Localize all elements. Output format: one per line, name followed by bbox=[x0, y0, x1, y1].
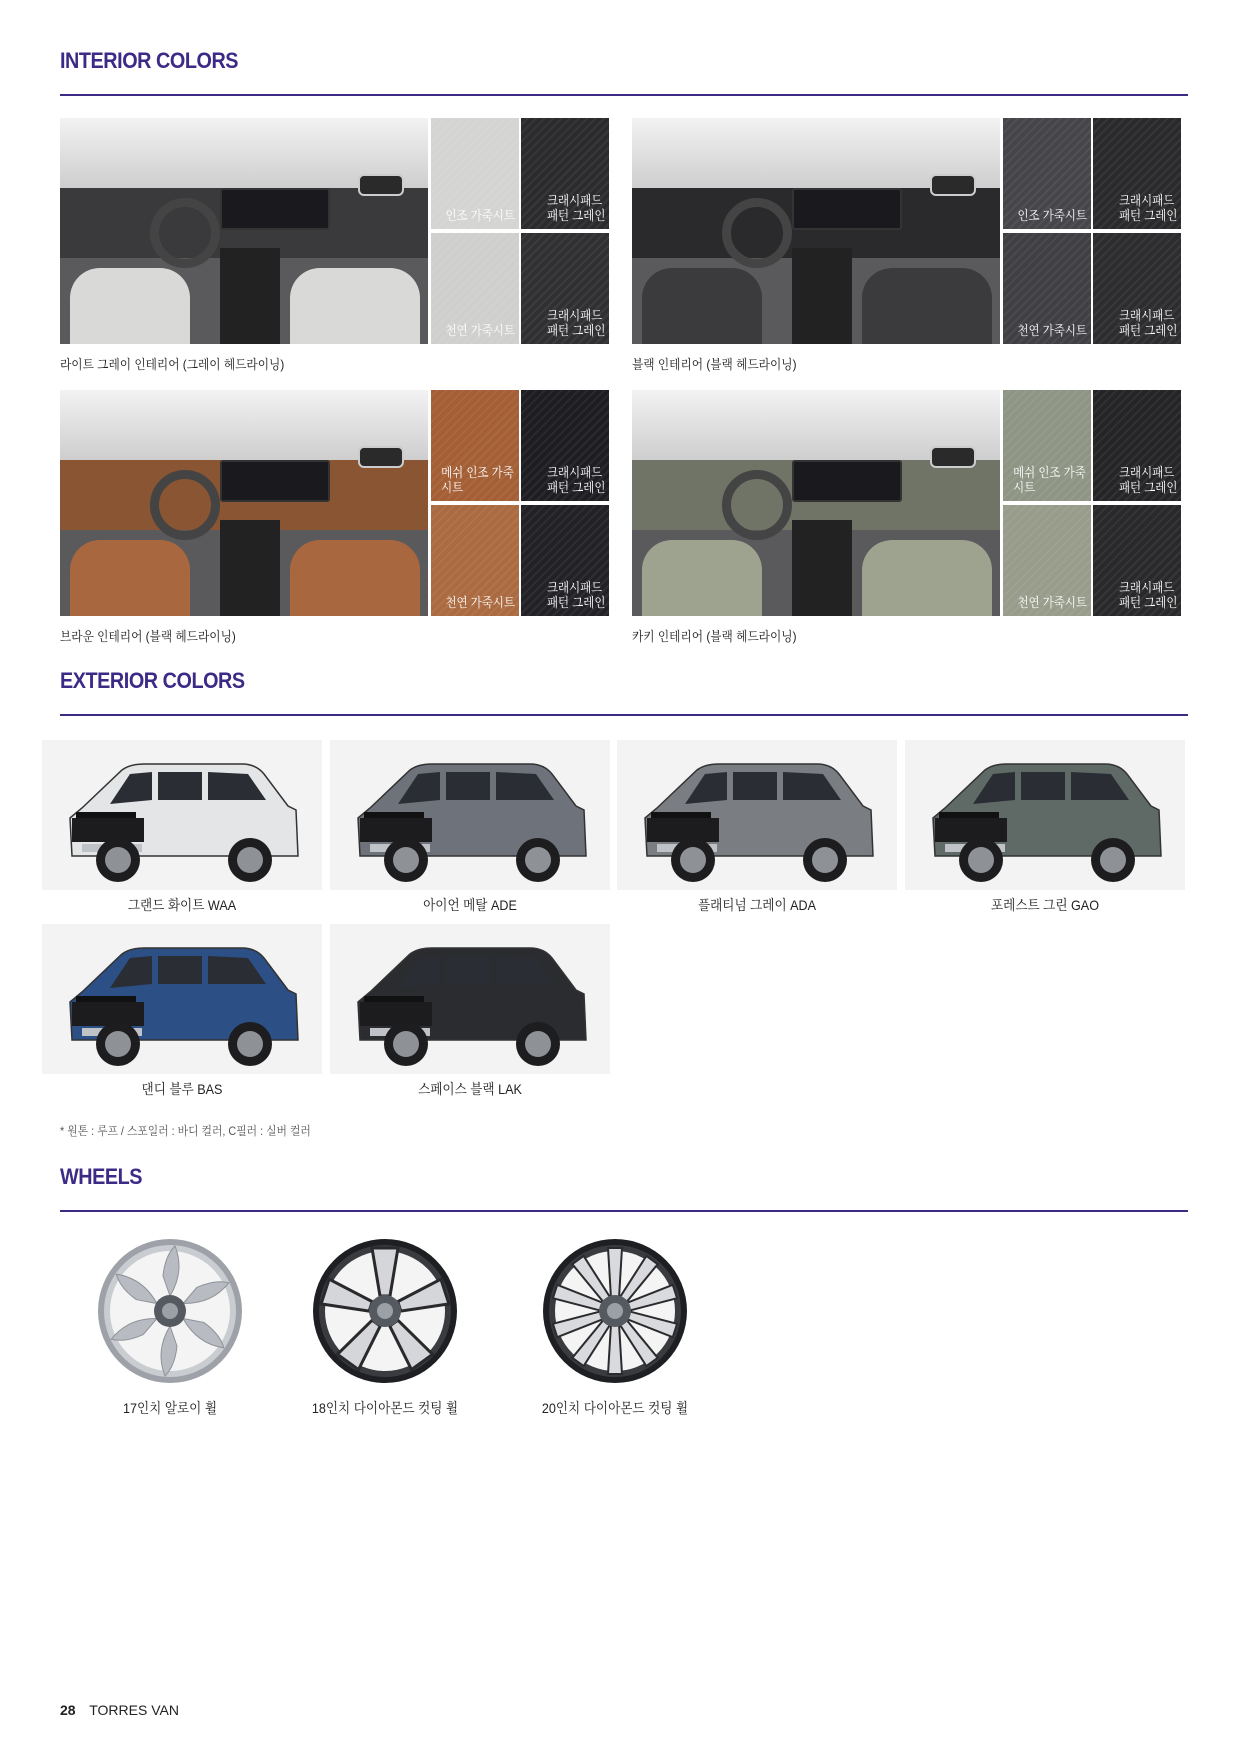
display-screen bbox=[792, 460, 902, 502]
side-mirror bbox=[930, 446, 976, 468]
exterior-color-name: 스페이스 블랙 LAK bbox=[418, 1081, 522, 1097]
driver-seat bbox=[642, 540, 762, 616]
material-swatch bbox=[1093, 233, 1181, 344]
material-swatch bbox=[1003, 505, 1091, 616]
exterior-colors-heading: EXTERIOR COLORS bbox=[60, 668, 245, 693]
interior-caption: 블랙 인테리어 (블랙 헤드라이닝) bbox=[632, 357, 797, 372]
swatch-label: 크래시패드 패턴 그레인 bbox=[546, 580, 605, 610]
swatch-label: 천연 가죽시트 bbox=[445, 595, 515, 610]
swatch-label: 천연 가죽시트 bbox=[445, 323, 515, 338]
material-swatch bbox=[521, 505, 609, 616]
passenger-seat bbox=[862, 268, 992, 344]
side-mirror bbox=[358, 446, 404, 468]
interior-photo bbox=[60, 390, 428, 616]
interior-caption: 브라운 인테리어 (블랙 헤드라이닝) bbox=[60, 629, 236, 644]
material-swatch bbox=[431, 118, 519, 229]
exterior-color-option bbox=[617, 740, 897, 920]
material-swatch bbox=[431, 390, 519, 501]
wheels-heading: WHEELS bbox=[60, 1164, 143, 1189]
material-swatch bbox=[431, 505, 519, 616]
interior-colors-heading: INTERIOR COLORS bbox=[60, 48, 239, 73]
interior-option bbox=[60, 118, 612, 372]
swatch-label: 메쉬 인조 가죽시트 bbox=[441, 465, 514, 495]
exterior-color-option bbox=[330, 740, 610, 920]
material-swatch bbox=[521, 233, 609, 344]
passenger-seat bbox=[290, 268, 420, 344]
material-swatch bbox=[1093, 118, 1181, 229]
interior-option bbox=[632, 390, 1184, 644]
exterior-color-option bbox=[905, 740, 1185, 920]
exterior-footnote: * 원톤 : 루프 / 스포일러 : 바디 컬러, C필러 : 실버 컬러 bbox=[60, 1124, 311, 1138]
page-number: 28 bbox=[60, 1702, 76, 1718]
exterior-color-option bbox=[42, 740, 322, 920]
wheel-name: 17인치 알로이 휠 bbox=[122, 1400, 218, 1416]
steering-wheel bbox=[150, 470, 220, 540]
swatch-label: 천연 가죽시트 bbox=[1017, 323, 1087, 338]
steering-wheel bbox=[722, 470, 792, 540]
exterior-color-option bbox=[330, 924, 610, 1104]
driver-seat bbox=[70, 540, 190, 616]
material-swatch bbox=[1003, 118, 1091, 229]
material-swatch bbox=[521, 118, 609, 229]
wheels-rule bbox=[60, 1210, 1188, 1212]
interior-caption: 라이트 그레이 인테리어 (그레이 헤드라이닝) bbox=[60, 357, 285, 372]
exterior-color-name: 댄디 블루 BAS bbox=[141, 1081, 223, 1097]
wheel-option bbox=[290, 1236, 480, 1426]
material-swatch bbox=[431, 233, 519, 344]
material-swatch bbox=[521, 390, 609, 501]
passenger-seat bbox=[290, 540, 420, 616]
car-illustration bbox=[627, 748, 887, 888]
material-swatch bbox=[1093, 505, 1181, 616]
swatch-label: 크래시패드 패턴 그레인 bbox=[1118, 193, 1177, 223]
swatch-label: 크래시패드 패턴 그레인 bbox=[546, 465, 605, 495]
interior-option bbox=[632, 118, 1184, 372]
footer-title: TORRES VAN bbox=[89, 1702, 179, 1718]
car-illustration bbox=[52, 932, 312, 1072]
car-illustration bbox=[52, 748, 312, 888]
steering-wheel bbox=[150, 198, 220, 268]
interior-caption: 카키 인테리어 (블랙 헤드라이닝) bbox=[632, 629, 797, 644]
interior-photo bbox=[632, 118, 1000, 344]
wheel-illustration bbox=[95, 1236, 245, 1386]
swatch-label: 인조 가죽시트 bbox=[445, 208, 515, 223]
passenger-seat bbox=[862, 540, 992, 616]
display-screen bbox=[220, 460, 330, 502]
side-mirror bbox=[358, 174, 404, 196]
center-console bbox=[220, 248, 280, 344]
wheel-illustration bbox=[310, 1236, 460, 1386]
material-swatch bbox=[1003, 233, 1091, 344]
wheel-illustration bbox=[540, 1236, 690, 1386]
center-console bbox=[792, 248, 852, 344]
exterior-color-name: 플래티넘 그레이 ADA bbox=[697, 897, 817, 913]
display-screen bbox=[792, 188, 902, 230]
steering-wheel bbox=[722, 198, 792, 268]
wheel-name: 20인치 다이아몬드 컷팅 휠 bbox=[541, 1400, 689, 1416]
material-swatch bbox=[1093, 390, 1181, 501]
center-console bbox=[220, 520, 280, 616]
swatch-label: 크래시패드 패턴 그레인 bbox=[546, 193, 605, 223]
car-illustration bbox=[340, 932, 600, 1072]
display-screen bbox=[220, 188, 330, 230]
side-mirror bbox=[930, 174, 976, 196]
driver-seat bbox=[642, 268, 762, 344]
swatch-label: 인조 가죽시트 bbox=[1017, 208, 1087, 223]
wheel-name: 18인치 다이아몬드 컷팅 휠 bbox=[311, 1400, 459, 1416]
exterior-color-name: 그랜드 화이트 WAA bbox=[127, 897, 237, 913]
interior-photo bbox=[60, 118, 428, 344]
swatch-label: 천연 가죽시트 bbox=[1017, 595, 1087, 610]
page-footer bbox=[60, 1702, 179, 1718]
swatch-label: 메쉬 인조 가죽시트 bbox=[1013, 465, 1086, 495]
swatch-label: 크래시패드 패턴 그레인 bbox=[1118, 580, 1177, 610]
interior-option bbox=[60, 390, 612, 644]
driver-seat bbox=[70, 268, 190, 344]
wheel-option bbox=[75, 1236, 265, 1426]
exterior-colors-rule bbox=[60, 714, 1188, 716]
exterior-color-option bbox=[42, 924, 322, 1104]
exterior-color-name: 포레스트 그린 GAO bbox=[990, 897, 1100, 913]
swatch-label: 크래시패드 패턴 그레인 bbox=[1118, 308, 1177, 338]
material-swatch bbox=[1003, 390, 1091, 501]
interior-photo bbox=[632, 390, 1000, 616]
car-illustration bbox=[340, 748, 600, 888]
car-illustration bbox=[915, 748, 1175, 888]
center-console bbox=[792, 520, 852, 616]
swatch-label: 크래시패드 패턴 그레인 bbox=[546, 308, 605, 338]
swatch-label: 크래시패드 패턴 그레인 bbox=[1118, 465, 1177, 495]
interior-colors-rule bbox=[60, 94, 1188, 96]
wheel-option bbox=[520, 1236, 710, 1426]
exterior-color-name: 아이언 메탈 ADE bbox=[423, 897, 517, 913]
